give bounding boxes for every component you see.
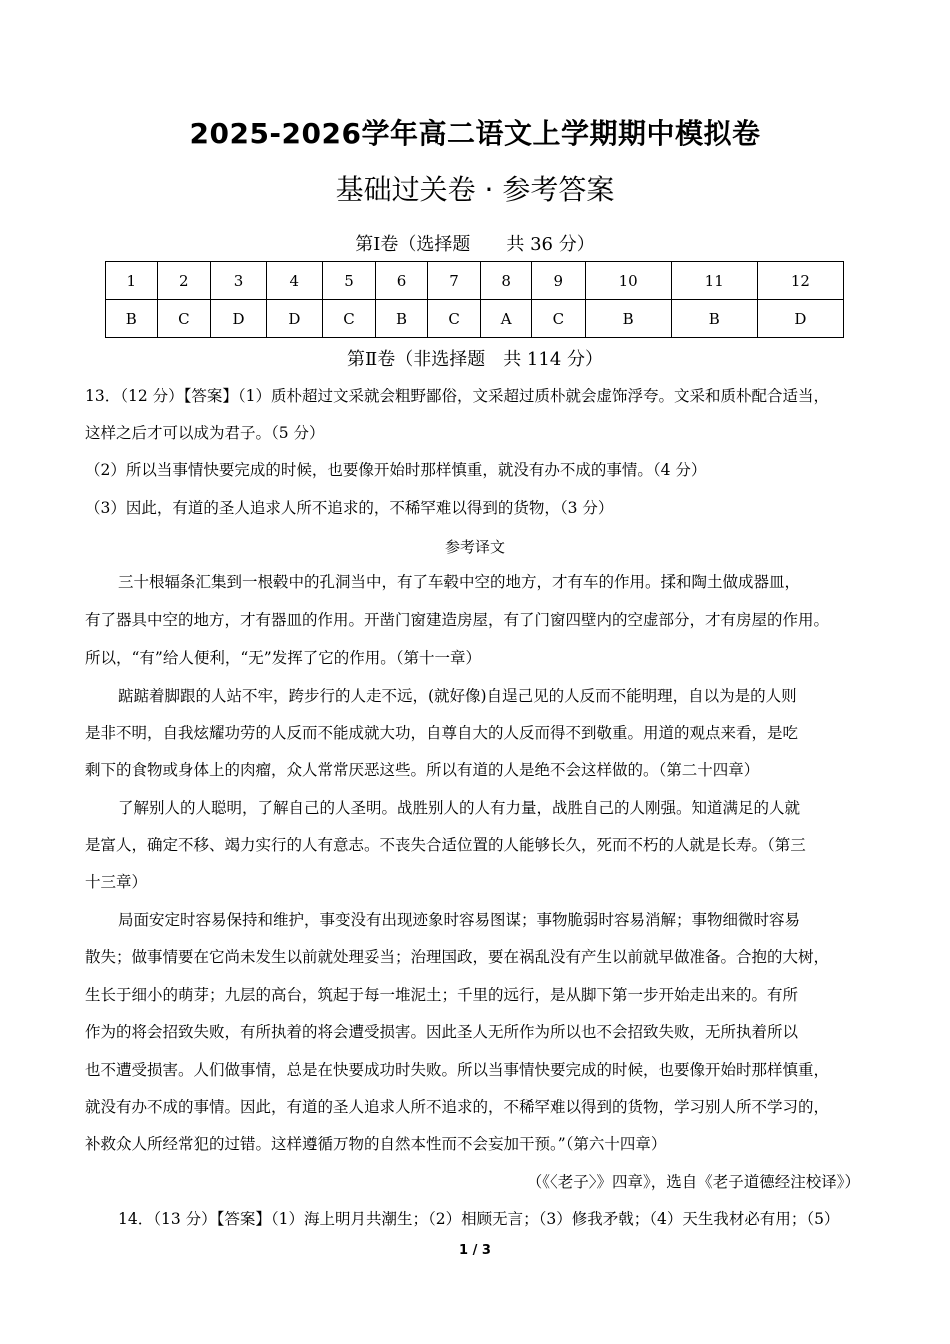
translation-line: 踮踮着脚跟的人站不牢，跨步行的人走不远，(就好像)自逞己见的人反而不能明理，自以为是的人则 bbox=[118, 687, 797, 705]
translation-line: 是非不明，自我炫耀功劳的人反而不能成就大功，自尊自大的人反而得不到敬重。用道的观点来看，是吃 bbox=[85, 724, 799, 742]
answer-letter: D bbox=[211, 300, 267, 338]
translation-line: 有了器具中空的地方，才有器皿的作用。开凿门窗建造房屋，有了门窗四壁内的空虚部分，才有房屋的作用。 bbox=[85, 611, 830, 629]
translation-line: 是富人，确定不移、竭力实行的人有意志。不丧失合适位置的人能够长久，死而不朽的人就是长寿。（第三 bbox=[85, 836, 806, 854]
question-number: 3 bbox=[211, 262, 267, 300]
document-subtitle: 基础过关卷 · 参考答案 bbox=[335, 173, 615, 206]
translation-line: 剩下的食物或身体上的肉瘤，众人常常厌恶这些。所以有道的人是绝不会这样做的。（第二十四章） bbox=[85, 761, 760, 779]
translation-heading: 参考译文 bbox=[444, 538, 505, 556]
q13-answer-line: （2）所以当事情快要完成的时候，也要像开始时那样慎重，就没有办不成的事情。（4 分） bbox=[85, 461, 707, 479]
question-number: 5 bbox=[322, 262, 376, 300]
question-number: 6 bbox=[376, 262, 428, 300]
answer-letter: C bbox=[157, 300, 211, 338]
translation-line: 作为的将会招致失败，有所执着的将会遭受损害。因此圣人无所作为所以也不会招致失败，无所执着所以 bbox=[85, 1023, 799, 1041]
question-number: 9 bbox=[532, 262, 586, 300]
question-number: 2 bbox=[157, 262, 211, 300]
answer-letter: B bbox=[376, 300, 428, 338]
question-number: 12 bbox=[757, 262, 843, 300]
document-title: 2025-2026学年高二语文上学期期中模拟卷 bbox=[189, 117, 761, 150]
answer-letter: B bbox=[106, 300, 158, 338]
translation-line: 局面安定时容易保持和维护，事变没有出现迹象时容易图谋；事物脆弱时容易消解；事物细微时容易 bbox=[118, 911, 801, 929]
part1-heading: 第Ⅰ卷（选择题 共 36 分） bbox=[355, 234, 595, 255]
answer-letter: B bbox=[585, 300, 671, 338]
answer-letter: C bbox=[427, 300, 481, 338]
page-number: 1 / 3 bbox=[459, 1243, 491, 1258]
translation-source: （《〈老子〉》四章》，选自《老子道德经注校译》） bbox=[526, 1173, 860, 1191]
translation-line: 散失；做事情要在它尚未发生以前就处理妥当；治理国政，要在祸乱没有产生以前就早做准备。合抱的大树， bbox=[85, 948, 830, 966]
translation-line: 生长于细小的萌芽；九层的高台，筑起于每一堆泥土；千里的远行，是从脚下第一步开始走出来的。有所 bbox=[85, 986, 799, 1004]
translation-line: 也不遭受损害。人们做事情，总是在快要成功时失败。所以当事情快要完成的时候，也要像开始时那样慎重， bbox=[85, 1061, 830, 1079]
question-number: 1 bbox=[106, 262, 158, 300]
answer-key-row bbox=[106, 300, 844, 338]
answer-letter: C bbox=[322, 300, 376, 338]
answer-number-row bbox=[106, 262, 844, 300]
translation-line: 三十根辐条汇集到一根毂中的孔洞当中，有了车毂中空的地方，才有车的作用。揉和陶土做成器皿， bbox=[118, 573, 801, 591]
answer-letter: A bbox=[481, 300, 532, 338]
question-number: 11 bbox=[671, 262, 757, 300]
question-number: 8 bbox=[481, 262, 532, 300]
q13-answer-line: 13．（12 分）【答案】（1）质朴超过文采就会粗野鄙俗，文采超过质朴就会虚饰浮夸。文采和质朴配合适当， bbox=[85, 387, 829, 405]
question-number: 10 bbox=[585, 262, 671, 300]
translation-line: 十三章） bbox=[85, 873, 148, 891]
answer-table bbox=[105, 261, 844, 338]
translation-line: 了解别人的人聪明，了解自己的人圣明。战胜别人的人有力量，战胜自己的人刚强。知道满足的人就 bbox=[118, 799, 801, 817]
translation-line: 就没有办不成的事情。因此，有道的圣人追求人所不追求的，不稀罕难以得到的货物，学习别人所不学习的， bbox=[85, 1098, 830, 1116]
question-number: 7 bbox=[427, 262, 481, 300]
answer-letter: C bbox=[532, 300, 586, 338]
answer-letter: D bbox=[757, 300, 843, 338]
q13-answer-line: 这样之后才可以成为君子。（5 分） bbox=[85, 424, 325, 442]
q13-answer-line: （3）因此，有道的圣人追求人所不追求的，不稀罕难以得到的货物，（3 分） bbox=[85, 499, 614, 517]
answer-letter: B bbox=[671, 300, 757, 338]
q14-answer-line: 14．（13 分）【答案】（1）海上明月共潮生；（2）相顾无言；（3）修我矛戟；（4）天生我材必有用；（5） bbox=[118, 1210, 840, 1228]
answer-letter: D bbox=[266, 300, 322, 338]
part2-heading: 第Ⅱ卷（非选择题 共 114 分） bbox=[346, 349, 604, 370]
translation-line: 所以，“有”给人便利，“无”发挥了它的作用。（第十一章） bbox=[85, 649, 481, 667]
translation-line: 补救众人所经常犯的过错。这样遵循万物的自然本性而不会妄加干预。”（第六十四章） bbox=[85, 1135, 667, 1153]
question-number: 4 bbox=[266, 262, 322, 300]
